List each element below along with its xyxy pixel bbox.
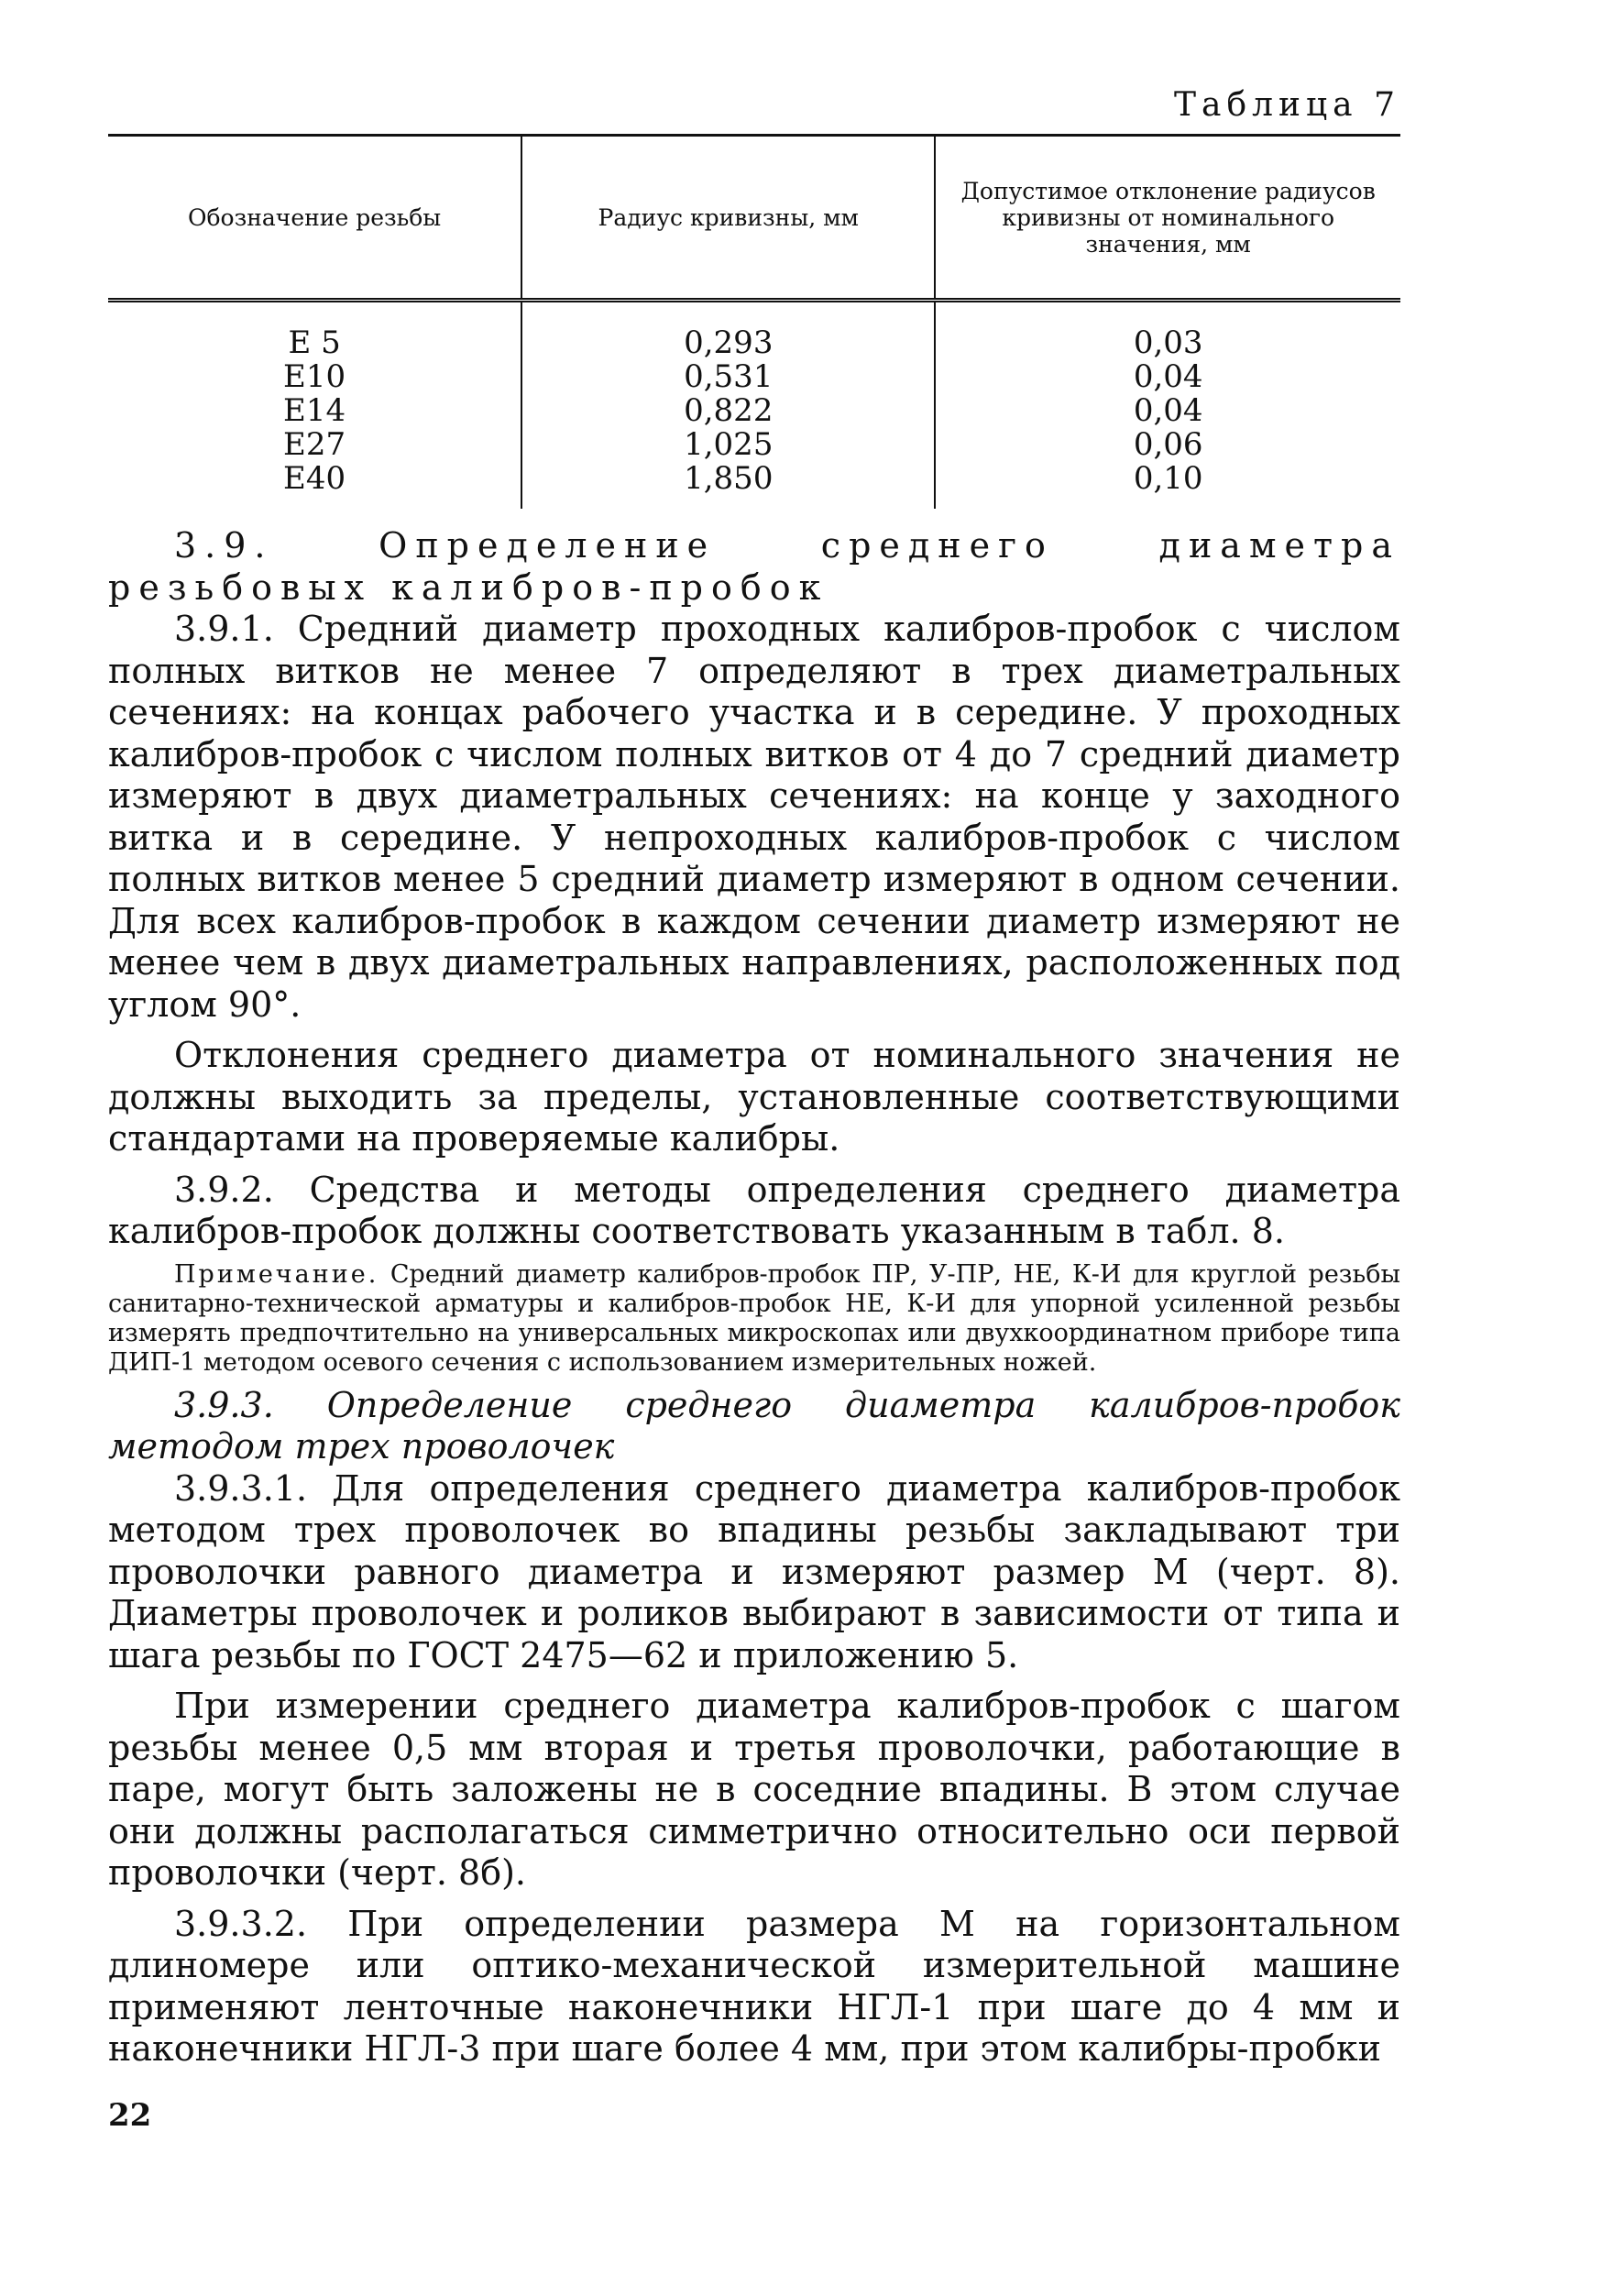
header-allowed-deviation: Допустимое отклонение радиусов кривизны от номинального значения, мм xyxy=(935,136,1400,301)
cell-deviation: 0,04 xyxy=(935,394,1400,428)
paragraph-3-9-3-2: 3.9.3.2. При определении размера М на горизонтальном длиномере или оптико-механической измерительной машине применяют ленточные наконечники НГЛ-1 при шаге до 4 мм и наконечники НГЛ-3 при шаге более 4 мм, при этом калибры-пробки xyxy=(108,1903,1400,2069)
table-row xyxy=(108,428,1400,462)
cell-radius: 0,822 xyxy=(521,394,935,428)
table-row xyxy=(108,394,1400,428)
cell-thread: Е10 xyxy=(283,358,346,395)
cell-deviation: 0,03 xyxy=(935,301,1400,361)
header-thread-designation: Обозначение резьбы xyxy=(108,136,521,301)
table-row xyxy=(108,301,1400,361)
table-row xyxy=(108,462,1400,509)
body-text xyxy=(108,525,1400,2071)
cell-thread: Е14 xyxy=(283,392,346,429)
section-heading-3-9-3: 3.9.3. Определение среднего диаметра калибров-пробок методом трех проволочек xyxy=(108,1384,1400,1467)
cell-radius: 0,531 xyxy=(521,360,935,394)
cell-thread: Е27 xyxy=(283,426,346,463)
note xyxy=(108,1260,1400,1378)
paragraph-3-9-2: 3.9.2. Средства и методы определения среднего диаметра калибров-пробок должны соответствовать указанным в табл. 8. xyxy=(108,1169,1400,1251)
section-heading-3-9: 3.9. Определение среднего диаметра резьбовых калибров-пробок xyxy=(108,525,1400,608)
paragraph-3-9-3-1-continued: При измерении среднего диаметра калибров-пробок с шагом резьбы менее 0,5 мм вторая и третья проволочки, работающие в паре, могут быть заложены не в соседние впадины. В этом случае они должны располагаться симметрично относительно оси первой проволочки (черт. 8б). xyxy=(108,1686,1400,1893)
paragraph-3-9-1-continued: Отклонения среднего диаметра от номинального значения не должны выходить за пределы, установленные соответствующими стандартами на проверяемые калибры. xyxy=(108,1035,1400,1159)
header-curvature-radius: Радиус кривизны, мм xyxy=(521,136,935,301)
table-caption: Таблица 7 xyxy=(1174,86,1400,124)
table-row xyxy=(108,360,1400,394)
note-label: Примечание. xyxy=(174,1259,379,1289)
paragraph-3-9-3-1: 3.9.3.1. Для определения среднего диаметра калибров-пробок методом трех проволочек во впадины резьбы закладывают три проволочки равного диаметра и измеряют размер М (черт. 8). Диаметры проволочек и роликов выбирают в зависимости от типа и шага резьбы по ГОСТ 2475—62 и приложению 5. xyxy=(108,1467,1400,1675)
thread-curvature-table xyxy=(108,134,1400,509)
cell-radius: 0,293 xyxy=(521,301,935,361)
cell-radius: 1,025 xyxy=(521,428,935,462)
cell-deviation: 0,06 xyxy=(935,428,1400,462)
document-page xyxy=(108,82,1400,2071)
cell-radius: 1,850 xyxy=(521,462,935,509)
table-header-row xyxy=(108,136,1400,301)
note-text: Средний диаметр калибров-пробок ПР, У-ПР, НЕ, К-И для круглой резьбы санитарно-технической арматуры и калибров-пробок НЕ, К-И для упорной усиленной резьбы измерять предпочтительно на универсальных микроскопах или двухкоординатном приборе типа ДИП-1 методом осевого сечения с использованием измерительных ножей. xyxy=(108,1259,1400,1377)
paragraph-3-9-1: 3.9.1. Средний диаметр проходных калибров-пробок с числом полных витков не менее 7 определяют в трех диаметральных сечениях: на концах рабочего участка и в середине. У проходных калибров-пробок с числом полных витков от 4 до 7 средний диаметр измеряют в двух диаметральных сечениях: на конце у заходного витка и в середине. У непроходных калибров-пробок с числом полных витков менее 5 средний диаметр измеряют в одном сечении. Для всех калибров-пробок в каждом сечении диаметр измеряют не менее чем в двух диаметральных направлениях, расположенных под углом 90°. xyxy=(108,609,1400,1025)
cell-thread: Е40 xyxy=(283,460,346,497)
cell-deviation: 0,04 xyxy=(935,360,1400,394)
cell-deviation: 0,10 xyxy=(935,462,1400,509)
cell-thread: Е 5 xyxy=(288,324,341,361)
page-number: 22 xyxy=(108,2097,152,2134)
